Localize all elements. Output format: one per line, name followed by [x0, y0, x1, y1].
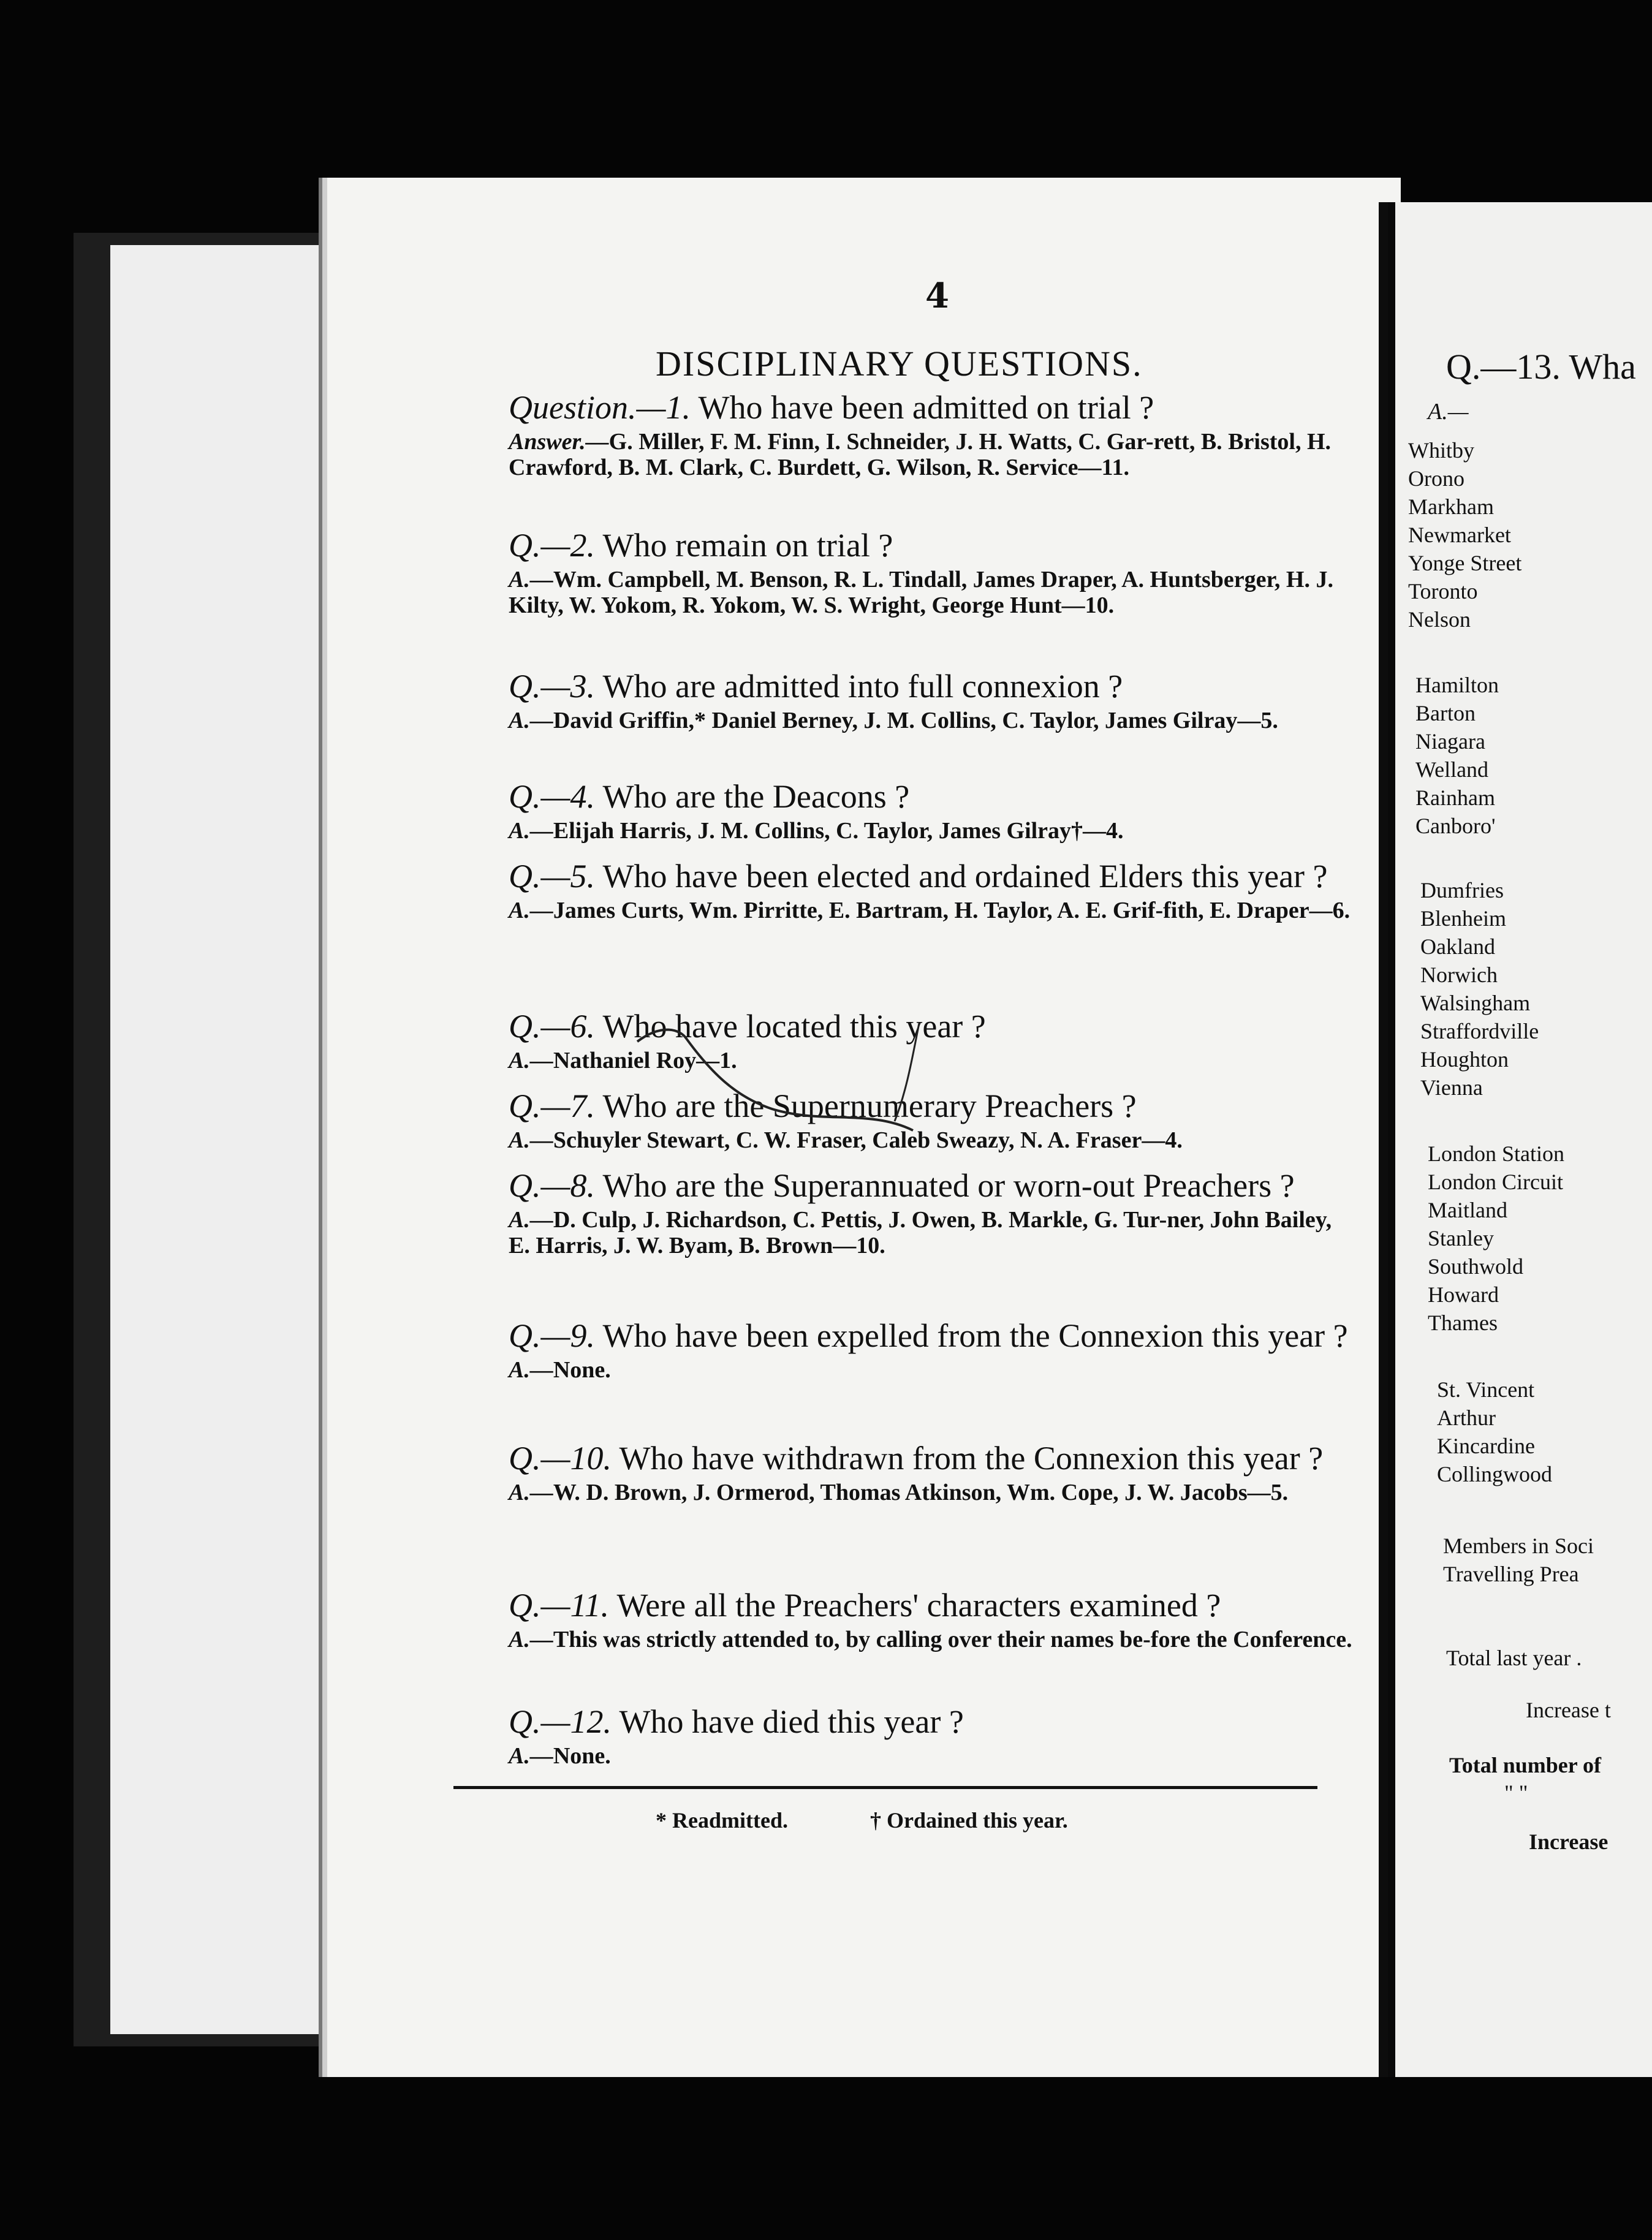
answer-lead: A.—	[509, 818, 553, 844]
answer-lead: A.—	[509, 1048, 553, 1073]
circuit-name: London Circuit	[1428, 1170, 1563, 1194]
answer-text: None.	[553, 1357, 611, 1383]
question-number: Q.—3.	[509, 668, 596, 705]
answer-text: G. Miller, F. M. Finn, I. Schneider, J. H. Watts, C. Gar-rett, B. Bristol, H. Crawford, B. M. Clark, C. Burdett, G. Wilson, R. Service—11.	[509, 429, 1332, 480]
circuit-name: Collingwood	[1437, 1462, 1553, 1486]
question-number: Q.—7.	[509, 1088, 596, 1124]
answer-text: Elijah Harris, J. M. Collins, C. Taylor, James Gilray†—4.	[553, 818, 1124, 844]
qa-item-8	[472, 1164, 1354, 1258]
circuit-name: Howard	[1428, 1282, 1499, 1307]
circuit-name: St. Vincent	[1437, 1377, 1535, 1402]
answer-lead: A.—	[509, 567, 553, 592]
question-number: Question.—1.	[509, 389, 691, 426]
total-last-year: Total last year .	[1446, 1646, 1582, 1670]
travelling-line: Travelling Prea	[1443, 1562, 1579, 1586]
answer-text: James Curts, Wm. Pirritte, E. Bartram, H. Taylor, A. E. Grif-fith, E. Draper—6.	[553, 898, 1351, 923]
circuit-name: Southwold	[1428, 1254, 1524, 1279]
answer-text: Wm. Campbell, M. Benson, R. L. Tindall, James Draper, A. Huntsberger, H. J. Kilty, W. Yokom, R. Yokom, W. S. Wright, George Hunt—10.	[509, 567, 1333, 618]
circuit-name: Maitland	[1428, 1198, 1507, 1222]
answer-text: None.	[553, 1743, 611, 1769]
question-text: Who are the Deacons ?	[595, 778, 910, 815]
circuit-name: Vienna	[1420, 1075, 1483, 1100]
circuit-name: Markham	[1408, 494, 1494, 519]
cover-endpaper	[110, 245, 331, 2034]
circuit-group-4	[1428, 1140, 1564, 1337]
circuit-name: Nelson	[1408, 607, 1471, 632]
circuit-group-3	[1420, 876, 1539, 1102]
members-line: Members in Soci	[1443, 1534, 1594, 1558]
question-number: Q.—2.	[509, 527, 596, 564]
question-number: Q.—9.	[509, 1317, 596, 1354]
circuit-name: Welland	[1415, 757, 1489, 782]
question-text: Who are admitted into full connexion ?	[595, 668, 1123, 705]
answer-lead: A.—	[509, 1480, 553, 1505]
question-text: Were all the Preachers' characters examined ?	[609, 1587, 1221, 1624]
question-number: Q.—4.	[509, 778, 596, 815]
circuit-name: Barton	[1415, 701, 1476, 725]
answer-lead: A.—	[509, 1127, 553, 1153]
qa-item-4	[472, 775, 1354, 844]
answer-text: Schuyler Stewart, C. W. Fraser, Caleb Sweazy, N. A. Fraser—4.	[553, 1127, 1183, 1153]
answer-lead: A.—	[509, 1357, 553, 1383]
question-text: Who are the Superannuated or worn-out Preachers ?	[595, 1167, 1295, 1204]
footnote-rule	[453, 1786, 1317, 1789]
circuit-name: Norwich	[1420, 963, 1498, 987]
qa-item-9	[472, 1314, 1354, 1383]
circuit-name: Orono	[1408, 466, 1464, 491]
circuit-name: Whitby	[1408, 438, 1474, 463]
question-text: Who have withdrawn from the Connexion this year ?	[612, 1440, 1324, 1477]
circuit-name: London Station	[1428, 1141, 1564, 1166]
circuit-name: Straffordville	[1420, 1019, 1539, 1043]
question-text: Who are the Supernumerary Preachers ?	[595, 1088, 1137, 1124]
page-number: 4	[925, 276, 949, 316]
circuit-name: Newmarket	[1408, 523, 1511, 547]
answer-lead: A.—	[509, 898, 553, 923]
circuit-group-1	[1408, 436, 1521, 634]
question-text: Who remain on trial ?	[595, 527, 893, 564]
answer-text: Nathaniel Roy—1.	[553, 1048, 737, 1073]
answer-text: David Griffin,* Daniel Berney, J. M. Collins, C. Taylor, James Gilray—5.	[553, 708, 1278, 733]
question-text: Who have been expelled from the Connexion this year ?	[595, 1317, 1348, 1354]
question-text: Who have located this year ?	[595, 1008, 986, 1045]
members-summary	[1443, 1532, 1594, 1588]
qa-item-3	[472, 665, 1354, 733]
answer-lead: Answer.—	[509, 429, 609, 455]
answer-text: D. Culp, J. Richardson, C. Pettis, J. Owen, B. Markle, G. Tur-ner, John Bailey, E. Harris, J. W. Byam, B. Brown—10.	[509, 1207, 1332, 1258]
question-number: Q.—12.	[509, 1703, 612, 1740]
answer-text: This was strictly attended to, by calling over their names be-fore the Conference.	[553, 1627, 1352, 1652]
circuit-name: Oakland	[1420, 934, 1495, 959]
circuit-name: Hamilton	[1415, 673, 1499, 697]
circuit-name: Dumfries	[1420, 878, 1504, 902]
qa-item-10	[472, 1437, 1354, 1505]
circuit-name: Canboro'	[1415, 814, 1496, 838]
right-answer-lead: A.—	[1428, 399, 1469, 425]
question-number: Q.—11.	[509, 1587, 610, 1624]
question-text: Who have been admitted on trial ?	[691, 389, 1154, 426]
circuit-name: Thames	[1428, 1311, 1498, 1335]
circuit-name: Yonge Street	[1408, 551, 1522, 575]
qa-item-5	[472, 855, 1354, 923]
qa-item-2	[472, 524, 1354, 618]
question-number: Q.—8.	[509, 1167, 596, 1204]
qa-item-11	[472, 1584, 1354, 1652]
circuit-name: Kincardine	[1437, 1434, 1535, 1458]
circuit-name: Rainham	[1415, 785, 1495, 810]
footnote-ordained: † Ordained this year.	[870, 1808, 1068, 1833]
circuit-name: Blenheim	[1420, 906, 1506, 931]
circuit-group-5	[1437, 1375, 1552, 1488]
pencil-mark	[625, 1017, 968, 1152]
question-text: Who have died this year ?	[612, 1703, 964, 1740]
ditto-marks: " "	[1504, 1780, 1528, 1805]
question-text: Who have been elected and ordained Elders this year ?	[595, 858, 1328, 895]
circuit-name: Houghton	[1420, 1047, 1509, 1072]
circuit-name: Stanley	[1428, 1226, 1494, 1251]
answer-lead: A.—	[509, 1627, 553, 1652]
increase-bottom: Increase	[1529, 1829, 1608, 1854]
question-number: Q.—10.	[509, 1440, 612, 1477]
increase-label: Increase t	[1526, 1698, 1611, 1722]
total-number: Total number of	[1449, 1753, 1602, 1777]
circuit-name: Walsingham	[1420, 991, 1531, 1015]
footnote-readmitted: * Readmitted.	[656, 1808, 788, 1833]
circuit-name: Niagara	[1415, 729, 1485, 754]
qa-item-1	[472, 386, 1354, 480]
answer-lead: A.—	[509, 1207, 553, 1233]
answer-lead: A.—	[509, 1743, 553, 1769]
question-number: Q.—5.	[509, 858, 596, 895]
qa-item-12	[472, 1700, 1354, 1769]
question-number: Q.—6.	[509, 1008, 596, 1045]
right-question: Q.—13. Wha	[1446, 347, 1636, 387]
circuit-name: Toronto	[1408, 579, 1478, 604]
circuit-group-2	[1415, 671, 1499, 840]
answer-text: W. D. Brown, J. Ormerod, Thomas Atkinson, Wm. Cope, J. W. Jacobs—5.	[553, 1480, 1289, 1505]
circuit-name: Arthur	[1437, 1406, 1496, 1430]
answer-lead: A.—	[509, 708, 553, 733]
page-title: DISCIPLINARY QUESTIONS.	[656, 344, 1143, 384]
